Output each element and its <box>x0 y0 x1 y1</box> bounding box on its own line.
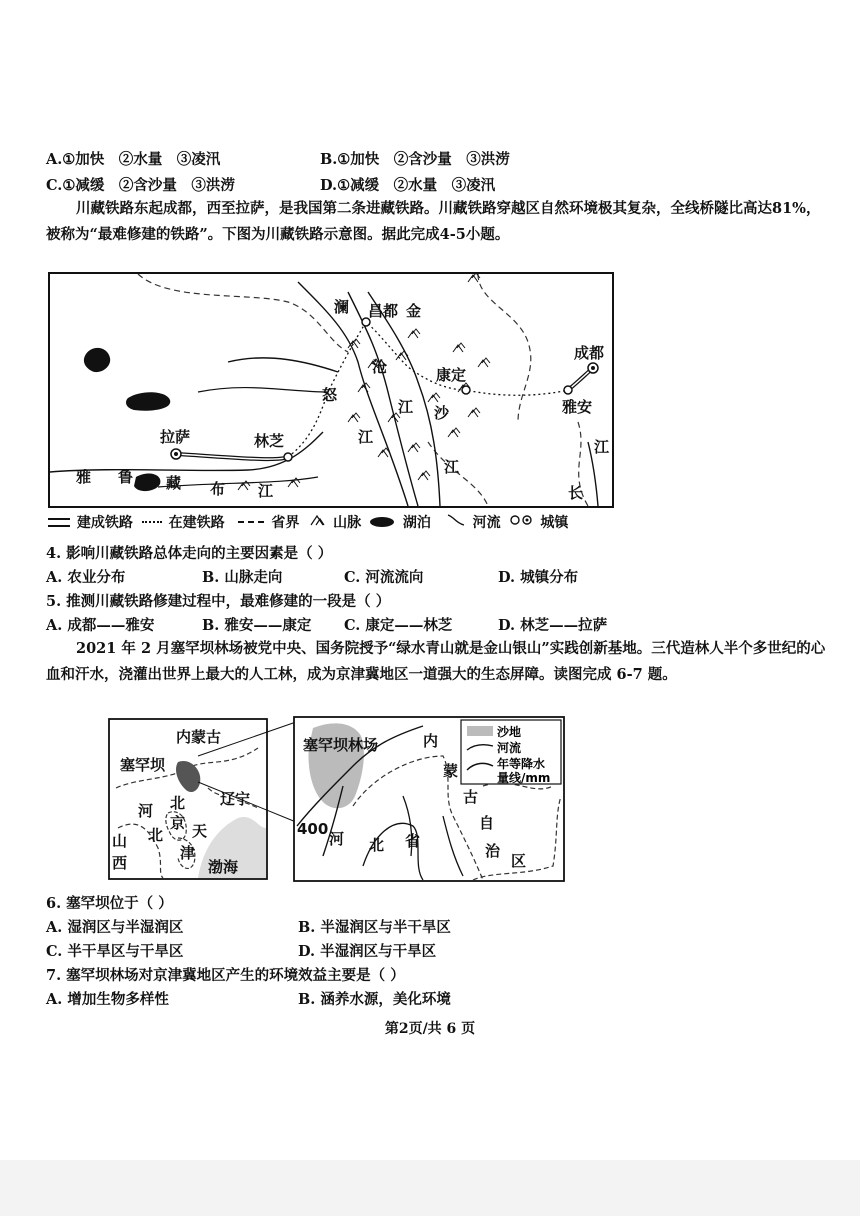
label-bei: 北 <box>148 826 164 844</box>
map-legend-railway <box>48 512 568 532</box>
label-meng: 蒙 <box>443 762 459 780</box>
question-5-stem: 5. 推测川藏铁路修建过程中，最难修建的一段是（ ） <box>46 593 391 610</box>
label-saihanba-forest: 塞罕坝林场 <box>303 736 379 754</box>
label-chengdu: 成都 <box>574 344 605 362</box>
option-4a: A. 农业分布 <box>46 569 126 586</box>
option-6d: D. 半湿润区与干旱区 <box>298 943 437 960</box>
label-linzhi: 林芝 <box>254 432 285 450</box>
label-xi: 西 <box>112 854 128 872</box>
label-lu: 鲁 <box>118 468 134 486</box>
legend-sand: 沙地 <box>497 725 522 739</box>
label-shan: 山 <box>112 832 128 850</box>
label-beijing-jing: 京 <box>170 814 186 832</box>
label-jiang-4: 江 <box>258 482 274 500</box>
label-isoline-400: 400 <box>297 820 329 838</box>
label-saihanba-left: 塞罕坝 <box>120 756 166 774</box>
label-jiang-3: 江 <box>444 458 460 476</box>
label-cang: 沧 <box>372 358 388 376</box>
option-7a: A. 增加生物多样性 <box>46 991 169 1008</box>
label-zang: 藏 <box>166 474 182 492</box>
river-icon <box>446 513 466 531</box>
question-6-stem: 6. 塞罕坝位于（ ） <box>46 895 173 912</box>
page-footer: 第2页/共 6 页 <box>384 1021 476 1037</box>
option-3a: A.①加快 ②水量 ③凌汛 <box>46 151 221 168</box>
label-jiang-6: 江 <box>594 438 610 456</box>
label-jiang-2: 江 <box>358 428 374 446</box>
legend-isoline-2: 量线/mm <box>497 771 551 785</box>
saihanba-detail-map <box>293 716 565 882</box>
legend-built-railway: 建成铁路 <box>76 515 133 531</box>
sichuan-tibet-railway-map <box>48 272 614 508</box>
legend-river-2: 河流 <box>497 741 522 755</box>
question-7-stem: 7. 塞罕坝林场对京津冀地区产生的环境效益主要是（ ） <box>46 967 405 984</box>
label-yaan: 雅安 <box>562 398 593 416</box>
option-5c: C. 康定——林芝 <box>344 617 453 634</box>
option-5a: A. 成都——雅安 <box>46 617 155 634</box>
label-bu: 布 <box>210 480 226 498</box>
option-4b: B. 山脉走向 <box>202 569 283 586</box>
label-zi: 自 <box>479 814 495 832</box>
town-icon <box>510 514 534 530</box>
option-6b: B. 半湿润区与半干旱区 <box>298 919 451 936</box>
intro-paragraph-saihanba: 2021 年 2 月塞罕坝林场被党中央、国务院授予“绿水青山就是金山银山”实践创新基地。三代造林人半个多世纪的心血和汗水，浇灌出世界上最大的人工林，成为京津冀地区一道强大的生态屏障。读图完成 6-7 题。 <box>46 640 826 683</box>
legend-border: 省界 <box>271 515 300 531</box>
legend-river: 河流 <box>472 515 501 531</box>
label-hebei-bei: 北 <box>369 836 385 854</box>
label-he: 河 <box>138 802 154 820</box>
option-6c: C. 半干旱区与干旱区 <box>46 943 184 960</box>
label-kangding: 康定 <box>436 366 467 384</box>
legend-mountain: 山脉 <box>333 515 362 531</box>
label-zhi: 治 <box>485 842 501 860</box>
label-lasa: 拉萨 <box>160 428 191 446</box>
option-3b: B.①加快 ②含沙量 ③洪涝 <box>320 151 510 168</box>
label-tianjin-jin: 津 <box>180 844 196 862</box>
label-lancang: 澜 <box>334 298 350 316</box>
label-liaoning: 辽宁 <box>220 790 251 808</box>
label-beijing-bei: 北 <box>170 794 186 812</box>
mountain-icon <box>310 514 326 530</box>
label-neimenggu: 内蒙古 <box>176 728 222 746</box>
option-3d: D.①减缓 ②水量 ③凌汛 <box>320 177 496 194</box>
label-nei: 内 <box>423 732 439 750</box>
scan-bottom-band <box>0 1160 860 1216</box>
label-ya: 雅 <box>76 468 92 486</box>
legend-building-railway: 在建铁路 <box>168 515 225 531</box>
label-jin: 金 <box>406 302 422 320</box>
label-hebei-he: 河 <box>329 830 345 848</box>
built-railway-icon <box>48 518 70 527</box>
option-6a: A. 湿润区与半湿润区 <box>46 919 184 936</box>
legend-lake: 湖泊 <box>402 515 431 531</box>
label-jiang-1: 江 <box>398 398 414 416</box>
option-5b: B. 雅安——康定 <box>202 617 312 634</box>
label-changdu: 昌都 <box>368 302 399 320</box>
option-4c: C. 河流流向 <box>344 569 424 586</box>
label-nu: 怒 <box>322 386 338 404</box>
building-railway-icon <box>142 521 162 523</box>
label-sha: 沙 <box>434 404 450 422</box>
label-gu: 古 <box>463 788 479 806</box>
option-4d: D. 城镇分布 <box>498 569 579 586</box>
label-qu: 区 <box>511 852 527 870</box>
legend-isoline-1: 年等降水 <box>497 757 546 771</box>
label-bohai: 渤海 <box>208 858 239 876</box>
border-icon <box>238 521 264 523</box>
legend-town: 城镇 <box>540 515 569 531</box>
option-3c: C.①减缓 ②含沙量 ③洪涝 <box>46 177 235 194</box>
option-5d: D. 林芝——拉萨 <box>498 617 608 634</box>
zoom-connector-lines <box>192 718 302 828</box>
option-7b: B. 涵养水源，美化环境 <box>298 991 451 1008</box>
question-4-stem: 4. 影响川藏铁路总体走向的主要因素是（ ） <box>46 545 333 562</box>
intro-paragraph-railway: 川藏铁路东起成都，西至拉萨，是我国第二条进藏铁路。川藏铁路穿越区自然环境极其复杂，全线桥隧比高达81%，被称为“最难修建的铁路”。下图为川藏铁路示意图。据此完成4-5小题。 <box>46 200 821 243</box>
label-hebei-sheng: 省 <box>405 832 421 850</box>
label-tianjin-tian: 天 <box>192 822 208 840</box>
lake-icon <box>370 517 394 527</box>
label-chang: 长 <box>568 484 584 502</box>
